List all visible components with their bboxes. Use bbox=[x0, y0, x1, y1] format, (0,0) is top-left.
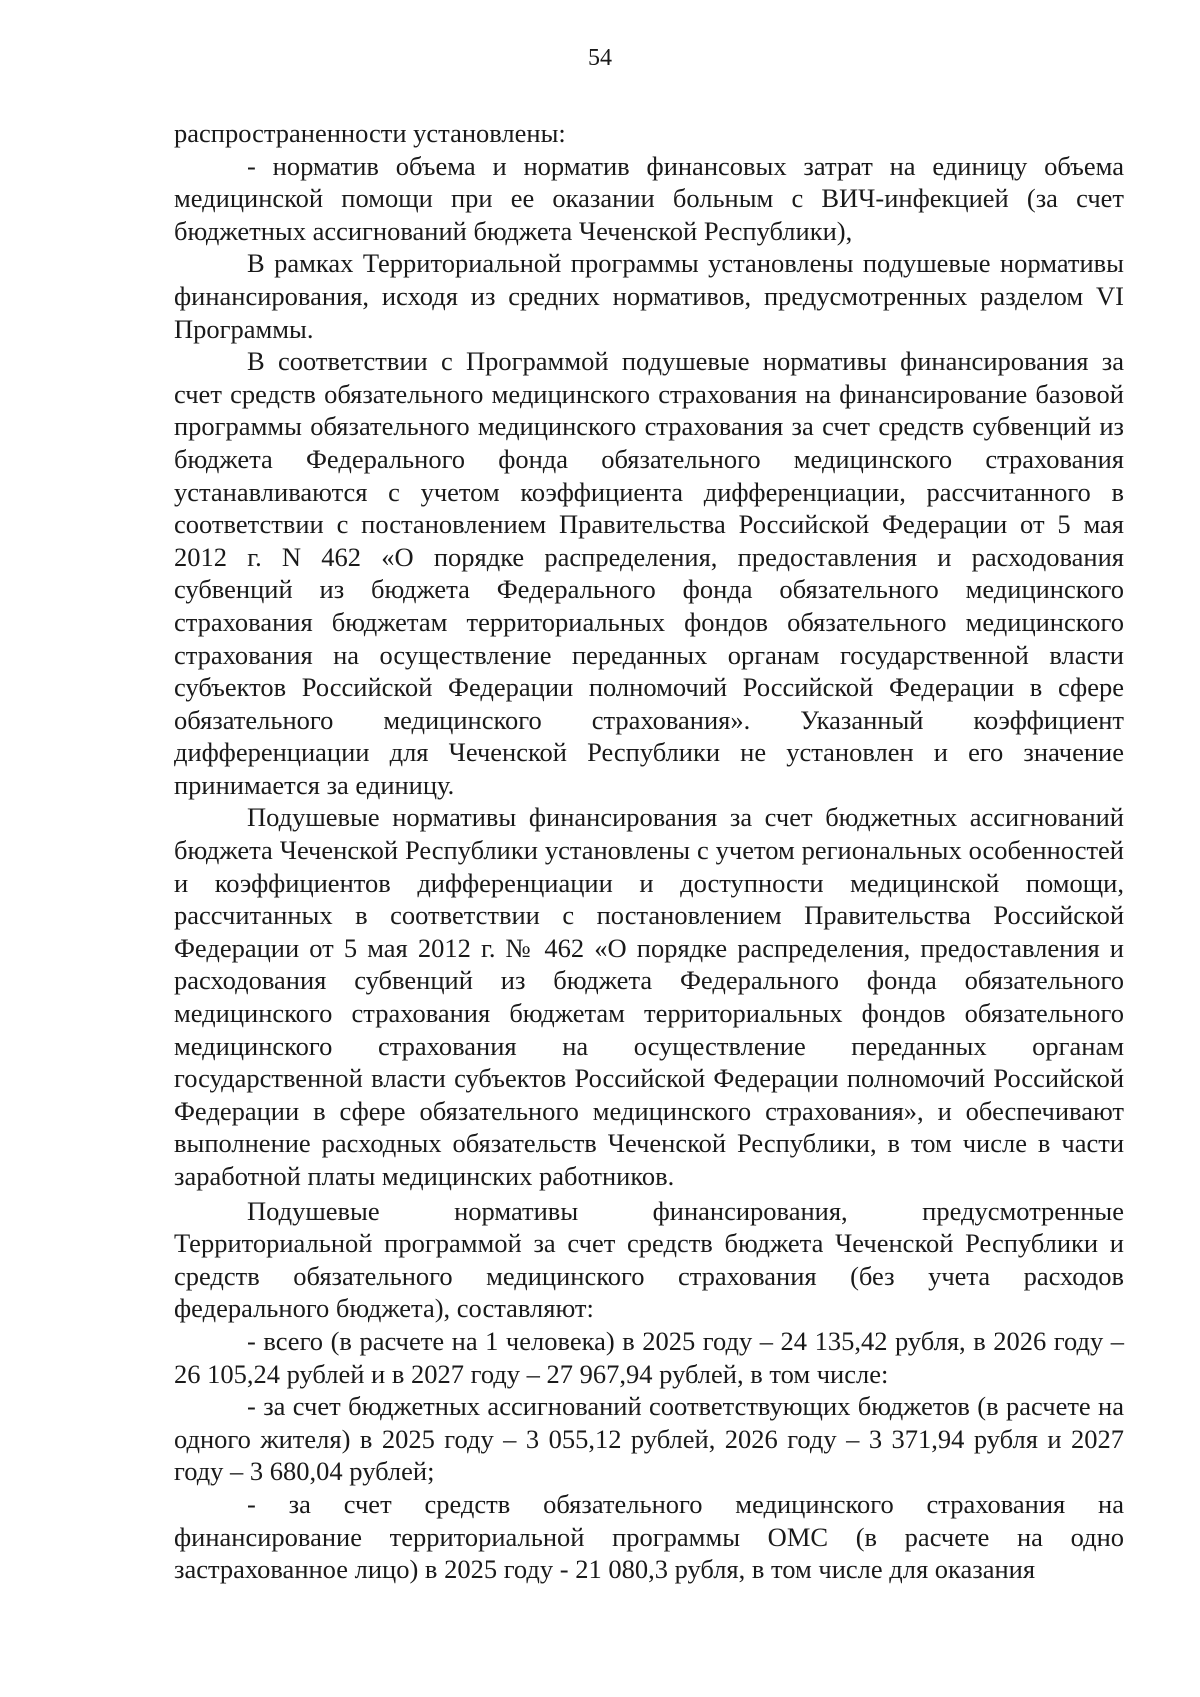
paragraph-total-per-person: - всего (в расчете на 1 человека) в 2025 году – 24 135,42 рубля, в 2026 году – 26 105,24 рублей и в 2027 году – 27 967,94 рублей, в том числе: bbox=[174, 1325, 1124, 1389]
paragraph-hiv-norm: - норматив объема и норматив финансовых затрат на единицу объема медицинской помощи при ее оказании больным с ВИЧ-инфекцией (за счет бюджетных ассигнований бюджета Чеченской Республики), bbox=[174, 150, 1124, 246]
paragraph-intro: распространенности установлены: bbox=[174, 118, 566, 148]
paragraph-oms-funds: - за счет средств обязательного медицинского страхования на финансирование территориальной программы ОМС (в расчете на одно застрахованное лицо) в 2025 году - 21 080,3 рубля, в том числе для оказания bbox=[174, 1488, 1124, 1585]
paragraph-oms-coefficient: В соответствии с Программой подушевые нормативы финансирования за счет средств обязательного медицинского страхования на финансирование базовой программы обязательного медицинского страхования за счет средств субвенций из бюджета Федерального фонда обязательного медицинского страхования устанавливаются с учетом коэффициента дифференциации, рассчитанного в соответствии с постановлением Правительства Российской Федерации от 5 мая 2012 г. N 462 «О порядке распределения, предоставления и расходования субвенций из бюджета Федерального фонда обязательного медицинского страхования бюджетам территориальных фондов обязательного медицинского страхования на осуществление переданных органам государственной власти субъектов Российской Федерации полномочий Российской Федерации в сфере обязательного медицинского страхования». Указанный коэффициент дифференциации для Чеченской Республики не установлен и его значение принимается за единицу. bbox=[174, 346, 1124, 800]
paragraph-budget-allocations: - за счет бюджетных ассигнований соответствующих бюджетов (в расчете на одного жителя) в 2025 году – 3 055,12 рублей, 2026 году – 3 371,94 рубля и 2027 году – 3 680,04 рублей; bbox=[174, 1391, 1124, 1487]
page-number: 54 bbox=[588, 45, 612, 71]
body-text bbox=[174, 117, 1124, 1586]
paragraph-norms-amount: Подушевые нормативы финансирования, предусмотренные Территориальной программой за счет средств бюджета Чеченской Республики и средств обязательного медицинского страхования (без учета расходов федерального бюджета), составляют: bbox=[174, 1195, 1124, 1324]
paragraph-budget-norms: Подушевые нормативы финансирования за счет бюджетных ассигнований бюджета Чеченской Республики установлены с учетом региональных особенностей и коэффициентов дифференциации и доступности медицинской помощи, рассчитанных в соответствии с постановлением Правительства Российской Федерации от 5 мая 2012 г. № 462 «О порядке распределения, предоставления и расходования субвенций из бюджета Федерального фонда обязательного медицинского страхования бюджетам территориальных фондов обязательного медицинского страхования на осуществление переданных органам государственной власти субъектов Российской Федерации полномочий Российской Федерации в сфере обязательного медицинского страхования», и обеспечивают выполнение расходных обязательств Чеченской Республики, в том числе в части заработной платы медицинских работников. bbox=[174, 802, 1124, 1191]
paragraph-per-capita-norms: В рамках Территориальной программы установлены подушевые нормативы финансирования, исходя из средних нормативов, предусмотренных разделом VI Программы. bbox=[174, 248, 1124, 344]
